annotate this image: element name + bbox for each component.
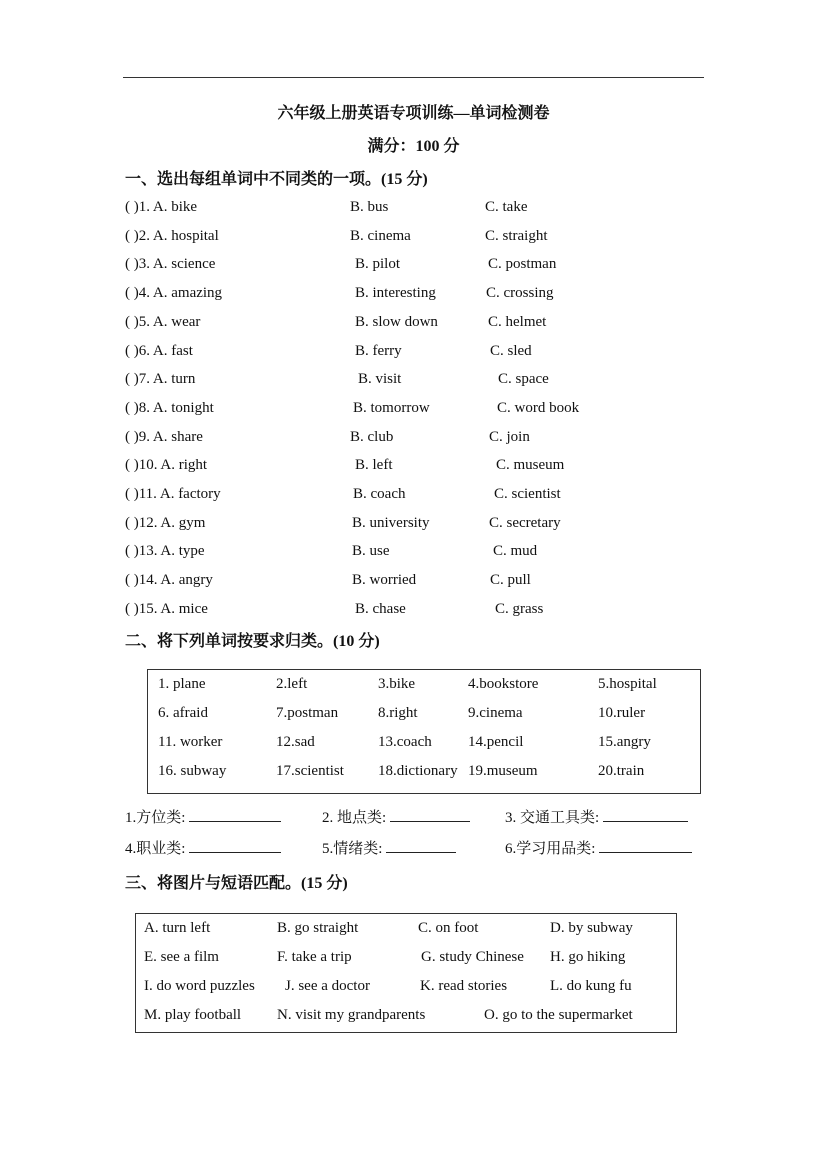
question-row: [0, 285, 827, 309]
word-bank-item: 13.coach: [378, 734, 432, 750]
question-row: [0, 515, 827, 539]
option-c: C. postman: [488, 256, 557, 273]
word-bank-item: 16. subway: [158, 763, 227, 779]
word-bank-item: 18.dictionary: [378, 763, 458, 779]
category-label: 3. 交通工具类:: [505, 810, 600, 826]
category-label: 6.学习用品类:: [505, 841, 596, 857]
category-label: 1.方位类:: [125, 810, 186, 826]
question-row: [0, 543, 827, 567]
question-row: [0, 199, 827, 223]
option-b: B. worried: [352, 572, 417, 589]
option-b: B. chase: [355, 600, 406, 617]
option-c: C. grass: [495, 600, 544, 617]
word-bank-item: 3.bike: [378, 676, 416, 692]
phrase-option: M. play football: [144, 1007, 242, 1023]
word-bank-item: 11. worker: [158, 734, 223, 750]
word-bank-item: 20.train: [598, 763, 645, 779]
option-b: B. coach: [353, 486, 406, 502]
option-c: C. straight: [485, 227, 548, 244]
question-stem-option-a[interactable]: ( )7. A. turn: [125, 371, 196, 388]
phrase-option: J. see a doctor: [285, 978, 370, 994]
question-row: [0, 429, 827, 453]
question-stem-option-a[interactable]: ( )13. A. type: [125, 543, 205, 560]
word-bank-item: 19.museum: [468, 763, 538, 779]
option-c: C. pull: [490, 572, 531, 589]
option-b: B. ferry: [355, 342, 402, 359]
header-rule: [123, 77, 704, 78]
option-c: C. sled: [490, 342, 532, 359]
option-c: C. scientist: [494, 486, 561, 502]
phrase-option: G. study Chinese: [421, 949, 524, 965]
question-stem-option-a[interactable]: ( )9. A. share: [125, 428, 203, 445]
phrase-option: O. go to the supermarket: [484, 1007, 633, 1023]
category-item: [125, 806, 281, 827]
option-c: C. secretary: [489, 514, 561, 531]
phrase-option: E. see a film: [144, 949, 219, 965]
question-row: [0, 572, 827, 596]
question-row: [0, 256, 827, 280]
phrase-option: I. do word puzzles: [144, 978, 255, 994]
word-bank-item: 2.left: [276, 676, 308, 692]
word-bank-item: 12.sad: [276, 734, 315, 750]
answer-blank[interactable]: [189, 807, 281, 822]
question-row: [0, 314, 827, 338]
word-bank-item: 17.scientist: [276, 763, 344, 779]
option-b: B. university: [352, 514, 430, 531]
question-stem-option-a[interactable]: ( )1. A. bike: [125, 199, 198, 215]
option-b: B. use: [352, 543, 390, 560]
question-stem-option-a[interactable]: ( )10. A. right: [125, 457, 208, 474]
word-bank-item: 10.ruler: [598, 705, 646, 721]
answer-blank[interactable]: [390, 807, 470, 822]
category-item: [322, 806, 470, 827]
section1-heading: 一、选出每组单词中不同类的一项。(15 分): [125, 171, 428, 188]
option-c: C. word book: [497, 399, 580, 416]
question-stem-option-a[interactable]: ( )12. A. gym: [125, 514, 206, 531]
question-stem-option-a[interactable]: ( )5. A. wear: [125, 313, 201, 330]
answer-blank[interactable]: [386, 838, 456, 853]
phrase-bank-box: [135, 913, 677, 1033]
option-c: C. space: [498, 371, 549, 388]
category-item: [322, 837, 456, 858]
word-bank-item: 7.postman: [276, 705, 339, 721]
option-b: B. left: [355, 457, 393, 474]
question-row: [0, 228, 827, 252]
option-b: B. interesting: [355, 285, 436, 302]
category-item: [125, 837, 281, 858]
question-stem-option-a[interactable]: ( )14. A. angry: [125, 572, 213, 589]
category-label: 4.职业类:: [125, 841, 186, 857]
question-row: [0, 486, 827, 510]
phrase-option: F. take a trip: [277, 949, 352, 965]
word-bank-box: [147, 669, 701, 794]
word-bank-item: 14.pencil: [468, 734, 524, 750]
phrase-option: D. by subway: [550, 920, 633, 936]
question-row: [0, 457, 827, 481]
category-row: [0, 806, 827, 830]
phrase-option: H. go hiking: [550, 949, 626, 965]
option-b: B. visit: [358, 371, 402, 388]
question-row: [0, 601, 827, 625]
option-b: B. cinema: [350, 227, 411, 244]
answer-blank[interactable]: [189, 838, 281, 853]
phrase-option: N. visit my grandparents: [277, 1007, 426, 1023]
question-row: [0, 400, 827, 424]
option-b: B. slow down: [355, 313, 438, 330]
phrase-option: B. go straight: [277, 920, 359, 936]
question-stem-option-a[interactable]: ( )8. A. tonight: [125, 399, 214, 416]
word-bank-item: 9.cinema: [468, 705, 523, 721]
question-row: [0, 343, 827, 367]
option-b: B. tomorrow: [353, 399, 430, 416]
phrase-option: L. do kung fu: [550, 978, 632, 994]
option-c: C. helmet: [488, 313, 547, 330]
phrase-option: A. turn left: [144, 920, 211, 936]
option-b: B. bus: [350, 199, 389, 215]
section3-heading: 三、将图片与短语匹配。(15 分): [125, 875, 348, 892]
option-c: C. museum: [496, 457, 565, 474]
answer-blank[interactable]: [599, 838, 692, 853]
word-bank-item: 1. plane: [158, 676, 206, 692]
option-c: C. mud: [493, 543, 538, 560]
option-b: B. club: [350, 428, 394, 445]
question-stem-option-a[interactable]: ( )2. A. hospital: [125, 227, 219, 244]
phrase-option: C. on foot: [418, 920, 479, 936]
option-b: B. pilot: [355, 256, 401, 273]
category-row: [0, 837, 827, 861]
option-c: C. join: [489, 428, 530, 445]
question-stem-option-a[interactable]: ( )6. A. fast: [125, 342, 193, 359]
category-item: [505, 806, 688, 827]
worksheet-title: 六年级上册英语专项训练—单词检测卷: [277, 105, 550, 122]
word-bank-item: 8.right: [378, 705, 418, 721]
total-score: 满分：100 分: [367, 138, 460, 155]
category-label: 5.情绪类:: [322, 841, 383, 857]
question-row: [0, 371, 827, 395]
word-bank-item: 4.bookstore: [468, 676, 539, 692]
category-label: 2. 地点类:: [322, 810, 387, 826]
question-stem-option-a[interactable]: ( )11. A. factory: [125, 486, 221, 502]
word-bank-item: 6. afraid: [158, 705, 208, 721]
section2-heading: 二、将下列单词按要求归类。(10 分): [125, 633, 380, 650]
phrase-option: K. read stories: [420, 978, 508, 994]
question-stem-option-a[interactable]: ( )15. A. mice: [125, 600, 208, 617]
category-item: [505, 837, 692, 858]
word-bank-item: 15.angry: [598, 734, 651, 750]
question-stem-option-a[interactable]: ( )3. A. science: [125, 256, 216, 273]
question-stem-option-a[interactable]: ( )4. A. amazing: [125, 285, 223, 302]
option-c: C. take: [485, 199, 528, 215]
word-bank-item: 5.hospital: [598, 676, 657, 692]
option-c: C. crossing: [486, 285, 554, 302]
answer-blank[interactable]: [603, 807, 688, 822]
